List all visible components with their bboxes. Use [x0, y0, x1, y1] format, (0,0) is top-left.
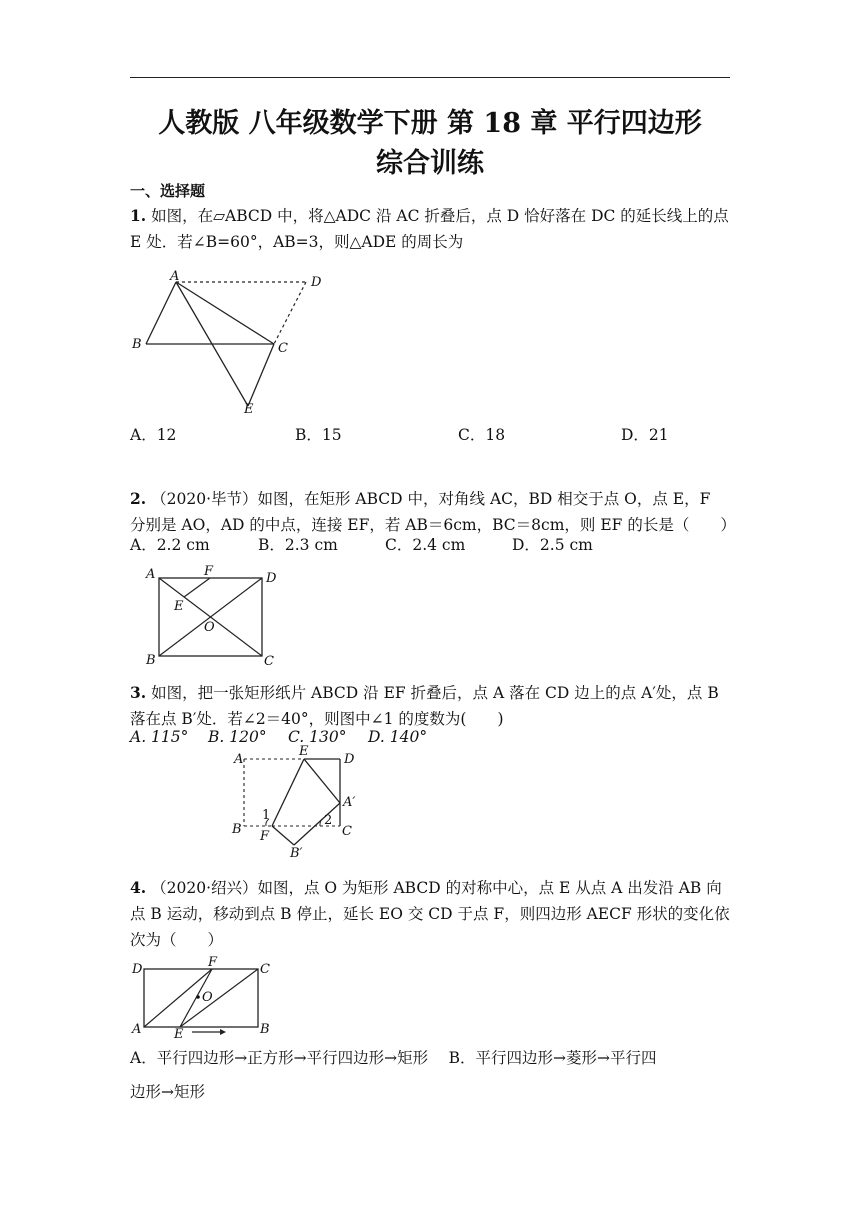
question-number: 1.	[130, 206, 147, 225]
question-number: 2.	[130, 489, 147, 508]
options-4-line-1[interactable]: A．平行四边形→正方形→平行四边形→矩形 B．平行四边形→菱形→平行四	[130, 1049, 657, 1067]
label: A′	[343, 795, 356, 810]
figure-1-parallelogram	[128, 268, 348, 418]
label: D	[344, 752, 355, 767]
figure-2-rectangle	[140, 565, 290, 673]
label: A	[146, 567, 156, 582]
label: B	[232, 822, 242, 837]
option-a[interactable]: A．12	[130, 426, 177, 444]
label: C	[278, 341, 288, 356]
option-a[interactable]: A．2.2 cm	[130, 536, 210, 554]
option-c[interactable]: C．18	[458, 426, 506, 444]
label: 2	[324, 813, 333, 828]
label: B	[132, 337, 142, 352]
options-2	[130, 532, 730, 558]
option-b[interactable]: B. 120°	[208, 728, 267, 746]
label: E	[299, 744, 309, 759]
question-text: （2020·绍兴）如图，点 O 为矩形 ABCD 的对称中心，点 E 从点 A 出发沿 AB 向点 B 运动，移动到点 B 停止，延长 EO 交 CD 于点 F，则四边形 AECF 形状的变化依次为（ ）	[130, 879, 730, 949]
label: D	[266, 571, 277, 586]
label: E	[174, 1027, 184, 1042]
title-line-1: 人教版 八年级数学下册 第 18 章 平行四边形	[158, 108, 702, 139]
label: A	[234, 752, 244, 767]
page-title	[130, 104, 730, 184]
label: C	[260, 962, 270, 977]
option-b[interactable]: B．2.3 cm	[258, 536, 338, 554]
label: O	[202, 990, 213, 1005]
label: O	[204, 620, 215, 635]
option-c[interactable]: C. 130°	[288, 728, 347, 746]
label: E	[244, 402, 254, 417]
label: F	[204, 564, 214, 579]
options-1	[130, 422, 730, 448]
option-c[interactable]: C．2.4 cm	[385, 536, 466, 554]
label: A	[132, 1022, 142, 1037]
label: F	[208, 955, 218, 970]
label: D	[311, 275, 322, 290]
option-a[interactable]: A. 115°	[130, 728, 189, 746]
label: B	[260, 1022, 270, 1037]
question-text: （2020·毕节）如图，在矩形 ABCD 中，对角线 AC，BD 相交于点 O，点 E，F 分别是 AO，AD 的中点，连接 EF，若 AB＝6cm，BC＝8cm，则 EF 的长是（ ）	[130, 490, 736, 534]
option-b[interactable]: B．15	[295, 426, 342, 444]
title-line-2: 综合训练	[376, 148, 484, 179]
label: A	[170, 269, 180, 284]
question-2	[130, 486, 736, 538]
label: B′	[290, 846, 303, 861]
label: C	[264, 654, 274, 669]
question-number: 4.	[130, 878, 147, 897]
figure-4-rectangle-center	[128, 955, 288, 1042]
question-text: 如图，把一张矩形纸片 ABCD 沿 EF 折叠后，点 A 落在 CD 边上的点 A′处，点 B 落在点 B′处．若∠2＝40°，则图中∠1 的度数为( )	[130, 684, 719, 728]
option-d[interactable]: D. 140°	[368, 728, 428, 746]
options-4-line-2[interactable]: 边形→矩形	[130, 1083, 205, 1101]
question-1	[130, 203, 730, 255]
question-text: 如图，在▱ABCD 中，将△ADC 沿 AC 折叠后，点 D 恰好落在 DC 的延长线上的点 E 处．若∠B=60°，AB=3，则△ADE 的周长为	[130, 207, 729, 251]
header-rule	[130, 77, 730, 78]
section-heading: 一、选择题	[130, 182, 206, 200]
label: E	[174, 599, 184, 614]
option-d[interactable]: D．21	[621, 426, 669, 444]
figure-3-folded-rectangle	[228, 745, 368, 860]
question-number: 3.	[130, 683, 147, 702]
label: 1	[262, 808, 271, 823]
label: F	[260, 829, 270, 844]
option-d[interactable]: D．2.5 cm	[512, 536, 593, 554]
label: B	[146, 653, 156, 668]
label: D	[132, 962, 143, 977]
question-4	[130, 875, 730, 953]
options-3	[130, 724, 730, 750]
label: C	[342, 824, 352, 839]
